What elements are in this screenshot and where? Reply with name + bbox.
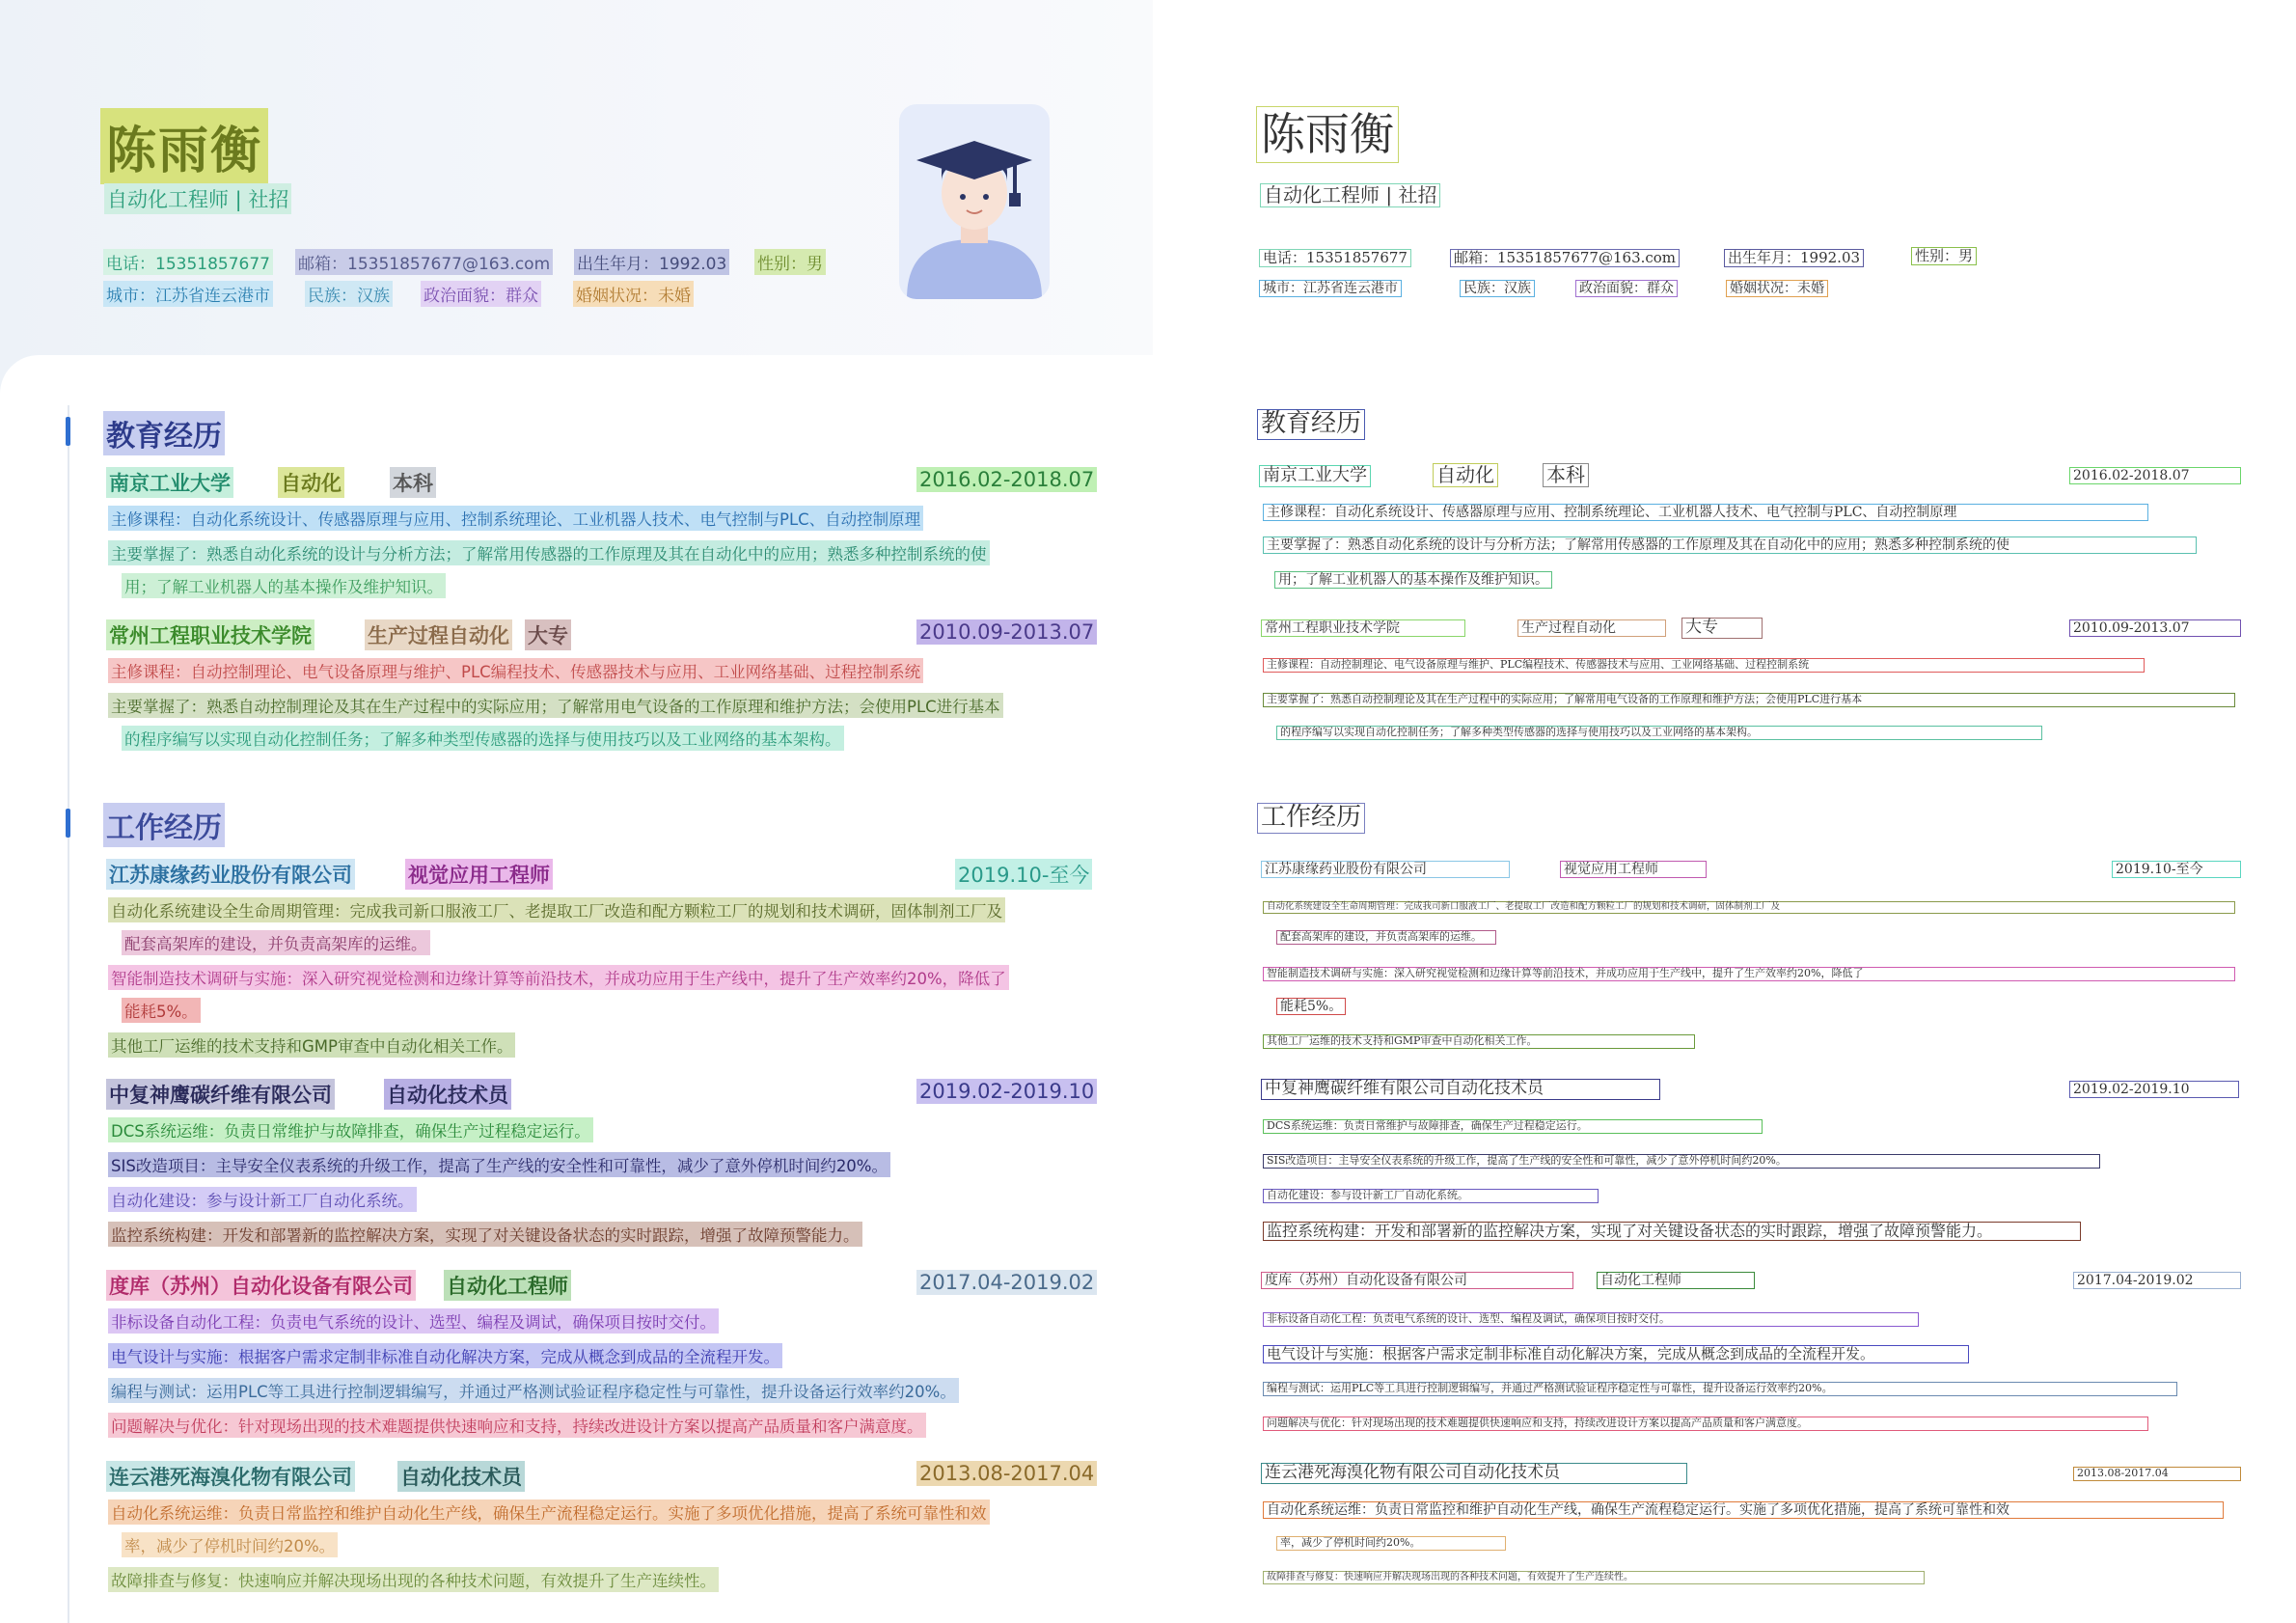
company-name: 江苏康缘药业股份有限公司 [106,859,355,890]
list-item: 其他工厂运维的技术支持和GMP审查中自动化相关工作。 [108,1032,515,1058]
degree-name: 本科 [390,467,436,498]
education-date: 2016.02-2018.07 [2069,467,2241,484]
section-marker [66,809,70,838]
list-item: SIS改造项目：主导安全仪表系统的升级工作，提高了生产线的安全性和可靠性，减少了意外停机时间约20%。 [1263,1154,2100,1169]
education-title: 教育经历 [103,411,225,455]
work-date: 2019.02-2019.10 [916,1079,1097,1104]
position-name: 自动化工程师 [1597,1272,1755,1289]
email-field: 邮箱：15351857677@163.com [1450,249,1680,267]
list-item: 配套高架库的建设，并负责高架库的运维。 [1276,930,1496,945]
work-date: 2019.02-2019.10 [2069,1081,2239,1098]
position-name: 自动化技术员 [397,1461,525,1492]
birth-field: 出生年月：1992.03 [574,249,729,275]
degree-name: 本科 [1543,463,1589,487]
graduate-avatar-icon [899,104,1050,299]
degree-name: 大专 [525,619,571,650]
position-name: 视觉应用工程师 [1560,861,1707,878]
work-date: 2013.08-2017.04 [2073,1467,2241,1481]
list-item: 的程序编写以实现自动化控制任务；了解多种类型传感器的选择与使用技巧以及工业网络的基本架构。 [122,726,844,751]
list-item: 非标设备自动化工程：负责电气系统的设计、选型、编程及调试，确保项目按时交付。 [1263,1312,1919,1327]
list-item: 自动化系统运维：负责日常监控和维护自动化生产线，确保生产流程稳定运行。实施了多项优化措施，提高了系统可靠性和效 [1263,1501,2224,1519]
list-item: 监控系统构建：开发和部署新的监控解决方案，实现了对关键设备状态的实时跟踪，增强了故障预警能力。 [108,1222,862,1247]
company-name: 中复神鹰碳纤维有限公司 [106,1079,335,1110]
politics-field: 政治面貌：群众 [421,281,541,307]
school-name: 常州工程职业技术学院 [1261,619,1465,637]
work-date: 2019.10-至今 [955,859,1092,890]
list-item: DCS系统运维：负责日常维护与故障排查，确保生产过程稳定运行。 [1263,1119,1763,1134]
list-item: 监控系统构建：开发和部署新的监控解决方案，实现了对关键设备状态的实时跟踪，增强了故障预警能力。 [1263,1222,2081,1241]
company-name: 连云港死海溴化物有限公司自动化技术员 [1261,1463,1687,1484]
list-item: 能耗5%。 [1276,998,1346,1015]
education-date: 2010.09-2013.07 [2069,619,2241,637]
list-item: 的程序编写以实现自动化控制任务；了解多种类型传感器的选择与使用技巧以及工业网络的基本架构。 [1276,726,2042,740]
list-item: 问题解决与优化：针对现场出现的技术难题提供快速响应和支持，持续改进设计方案以提高产品质量和客户满意度。 [1263,1417,2148,1431]
list-item: 非标设备自动化工程：负责电气系统的设计、选型、编程及调试，确保项目按时交付。 [108,1308,719,1334]
list-item: 智能制造技术调研与实施：深入研究视觉检测和边缘计算等前沿技术，并成功应用于生产线中，提升了生产效率约20%，降低了 [1263,967,2235,981]
email-field: 邮箱：15351857677@163.com [295,249,553,275]
list-item: 主修课程：自动化系统设计、传感器原理与应用、控制系统理论、工业机器人技术、电气控制与PLC、自动控制原理 [1263,504,2148,521]
list-item: 主要掌握了：熟悉自动控制理论及其在生产过程中的实际应用；了解常用电气设备的工作原理和维护方法；会使用PLC进行基本 [108,693,1003,718]
list-item: 率，减少了停机时间约20%。 [122,1532,338,1557]
birth-field: 出生年月：1992.03 [1724,249,1864,267]
work-date: 2019.10-至今 [2112,861,2241,878]
section-marker [66,417,70,446]
city-field: 城市：江苏省连云港市 [1259,280,1402,297]
list-item: 电气设计与实施：根据客户需求定制非标准自动化解决方案，完成从概念到成品的全流程开发。 [108,1343,782,1368]
list-item: 主修课程：自动控制理论、电气设备原理与维护、PLC编程技术、传感器技术与应用、工业网络基础、过程控制系统 [1263,658,2145,673]
school-name: 常州工程职业技术学院 [106,619,314,650]
politics-field: 政治面貌：群众 [1575,280,1678,297]
gender-field: 性别：男 [1911,247,1977,265]
position-name: 视觉应用工程师 [405,859,553,890]
list-item: 主要掌握了：熟悉自动控制理论及其在生产过程中的实际应用；了解常用电气设备的工作原理和维护方法；会使用PLC进行基本 [1263,693,2235,707]
city-field: 城市：江苏省连云港市 [103,281,273,307]
company-name: 江苏康缘药业股份有限公司 [1261,861,1510,878]
candidate-name: 陈雨衡 [1256,106,1399,163]
school-name: 南京工业大学 [106,467,233,498]
list-item: 自动化建设：参与设计新工厂自动化系统。 [108,1187,417,1212]
list-item: DCS系统运维：负责日常维护与故障排查，确保生产过程稳定运行。 [108,1117,593,1142]
work-date: 2017.04-2019.02 [2073,1272,2241,1289]
position-name: 自动化工程师 [444,1270,571,1301]
major-name: 生产过程自动化 [1517,619,1666,637]
education-title: 教育经历 [1257,409,1365,440]
list-item: 自动化系统建设全生命周期管理：完成我司新口服液工厂、老提取工厂改造和配方颗粒工厂的规划和技术调研，固体制剂工厂及 [1263,901,2235,914]
list-item: 故障排查与修复：快速响应并解决现场出现的各种技术问题，有效提升了生产连续性。 [1263,1571,1925,1584]
work-date: 2013.08-2017.04 [916,1461,1097,1486]
marital-field: 婚姻状况：未婚 [1726,280,1828,297]
list-item: 问题解决与优化：针对现场出现的技术难题提供快速响应和支持，持续改进设计方案以提高产品质量和客户满意度。 [108,1413,926,1438]
list-item: 配套高架库的建设，并负责高架库的运维。 [122,930,430,955]
education-date: 2010.09-2013.07 [916,619,1097,645]
company-name: 中复神鹰碳纤维有限公司自动化技术员 [1261,1079,1660,1100]
list-item: 主要掌握了：熟悉自动化系统的设计与分析方法；了解常用传感器的工作原理及其在自动化中的应用；熟悉多种控制系统的使 [108,540,990,565]
gender-field: 性别：男 [754,249,826,275]
work-date: 2017.04-2019.02 [916,1270,1097,1295]
list-item: 其他工厂运维的技术支持和GMP审查中自动化相关工作。 [1263,1034,1695,1049]
company-name: 度库（苏州）自动化设备有限公司 [1261,1272,1573,1289]
list-item: 自动化系统建设全生命周期管理：完成我司新口服液工厂、老提取工厂改造和配方颗粒工厂的规划和技术调研，固体制剂工厂及 [108,897,1005,922]
work-title: 工作经历 [103,803,225,847]
degree-name: 大专 [1681,618,1763,639]
school-name: 南京工业大学 [1259,465,1371,487]
list-item: 主修课程：自动化系统设计、传感器原理与应用、控制系统理论、工业机器人技术、电气控制与PLC、自动控制原理 [108,506,923,531]
position-name: 自动化技术员 [384,1079,511,1110]
major-name: 自动化 [1433,463,1498,487]
list-item: 自动化系统运维：负责日常监控和维护自动化生产线，确保生产流程稳定运行。实施了多项优化措施，提高了系统可靠性和效 [108,1499,990,1525]
education-date: 2016.02-2018.07 [916,467,1097,492]
text-layout-view [1153,0,2296,1623]
list-item: 主要掌握了：熟悉自动化系统的设计与分析方法；了解常用传感器的工作原理及其在自动化中的应用；熟悉多种控制系统的使 [1263,536,2197,554]
major-name: 自动化 [278,467,344,498]
list-item: 能耗5%。 [122,998,201,1023]
timeline-line [68,405,69,1623]
list-item: 智能制造技术调研与实施：深入研究视觉检测和边缘计算等前沿技术，并成功应用于生产线中，提升了生产效率约20%，降低了 [108,965,1009,990]
list-item: 电气设计与实施：根据客户需求定制非标准自动化解决方案，完成从概念到成品的全流程开发。 [1263,1345,1969,1363]
major-name: 生产过程自动化 [365,619,512,650]
list-item: 自动化建设：参与设计新工厂自动化系统。 [1263,1189,1599,1203]
list-item: 编程与测试：运用PLC等工具进行控制逻辑编写，并通过严格测试验证程序稳定性与可靠性，提升设备运行效率约20%。 [1263,1382,2177,1396]
list-item: 用；了解工业机器人的基本操作及维护知识。 [1274,571,1552,589]
ethnicity-field: 民族：汉族 [305,281,393,307]
list-item: 主修课程：自动控制理论、电气设备原理与维护、PLC编程技术、传感器技术与应用、工业网络基础、过程控制系统 [108,658,923,683]
list-item: 率，减少了停机时间约20%。 [1276,1536,1506,1551]
company-name: 度库（苏州）自动化设备有限公司 [106,1270,416,1301]
ethnicity-field: 民族：汉族 [1460,280,1535,297]
list-item: 编程与测试：运用PLC等工具进行控制逻辑编写，并通过严格测试验证程序稳定性与可靠性，提升设备运行效率约20%。 [108,1378,959,1403]
list-item: 用；了解工业机器人的基本操作及维护知识。 [122,573,446,598]
marital-field: 婚姻状况：未婚 [573,281,694,307]
list-item: SIS改造项目：主导安全仪表系统的升级工作，提高了生产线的安全性和可靠性，减少了意外停机时间约20%。 [108,1152,890,1177]
candidate-name: 陈雨衡 [100,108,268,184]
header-curve [0,355,39,394]
company-name: 连云港死海溴化物有限公司 [106,1461,355,1492]
phone-field: 电话：15351857677 [103,249,273,275]
work-title: 工作经历 [1257,803,1365,834]
candidate-role: 自动化工程师 | 社招 [104,183,291,214]
candidate-role: 自动化工程师 | 社招 [1260,183,1440,207]
phone-field: 电话：15351857677 [1259,249,1411,267]
list-item: 故障排查与修复：快速响应并解决现场出现的各种技术问题，有效提升了生产连续性。 [108,1567,719,1592]
